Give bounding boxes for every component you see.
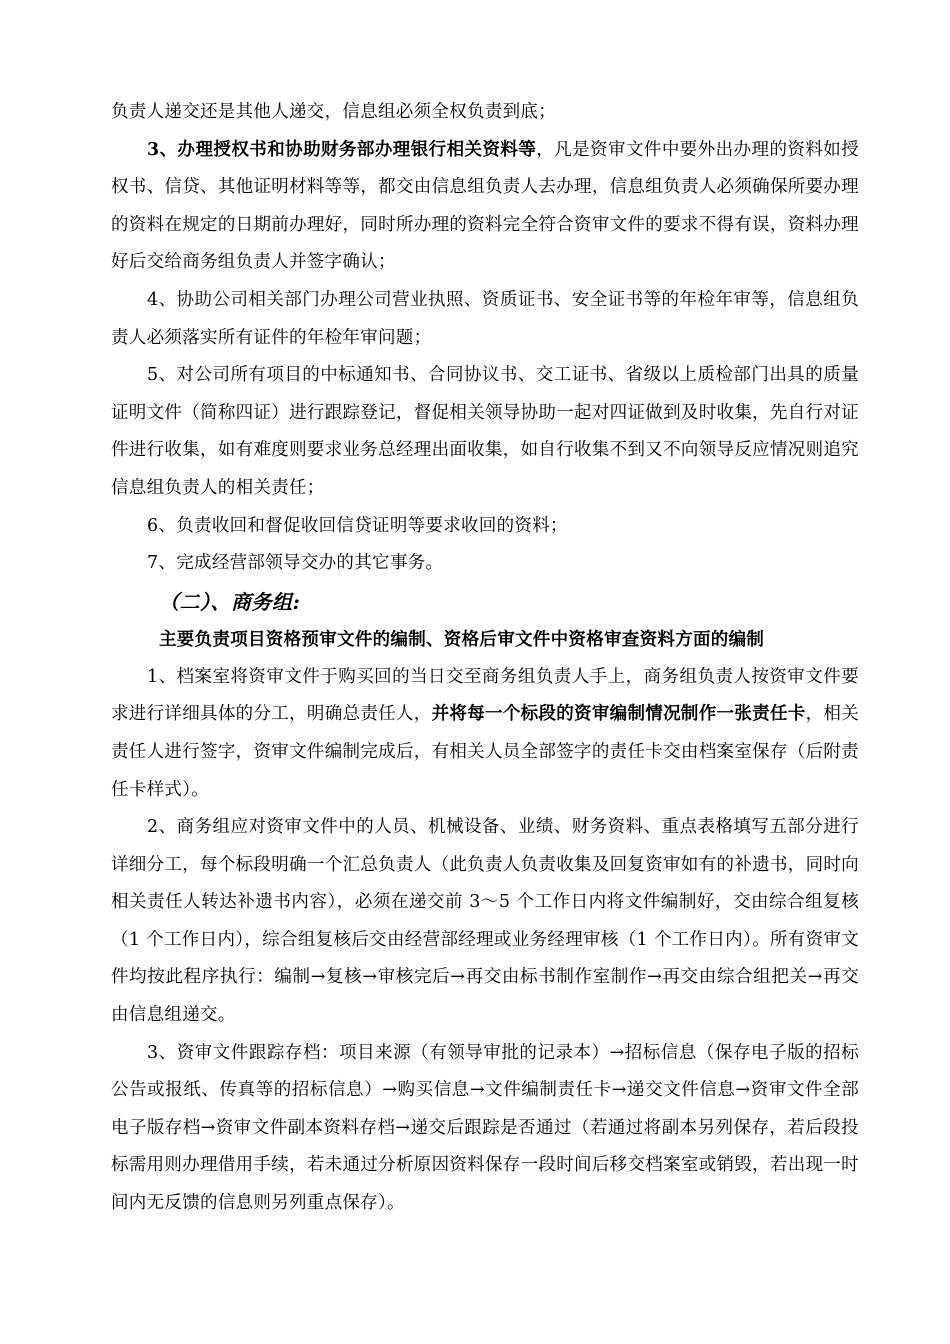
commerce-item-1-bold: 并将每一个标段的资审编制情况制作一张责任卡: [431, 704, 806, 725]
paragraph-item-3: [111, 132, 859, 282]
paragraph-continuation: 负责人递交还是其他人递交，信息组必须全权负责到底；: [111, 102, 556, 122]
commerce-item-1: [111, 659, 859, 809]
paragraph-item-4: 4、协助公司相关部门办理公司营业执照、资质证书、安全证书等的年检年审等，信息组负责人必须落实所有证件的年检年审问题；: [111, 289, 859, 348]
paragraph-item-3-bold: 3、办理授权书和协助财务部办理银行相关资料等: [147, 139, 537, 160]
paragraph-item-7: 7、完成经营部领导交办的其它事务。: [147, 553, 444, 574]
paragraph-item-5: 5、对公司所有项目的中标通知书、合同协议书、交工证书、省级以上质检部门出具的质量证明文件（简称四证）进行跟踪登记，督促相关领导协助一起对四证做到及时收集，先自行对证件进行收集，如有难度则要求业务总经理出面收集，如自行收集不到又不向领导反应情况则追究信息组负责人的相关责任；: [111, 365, 859, 498]
section-heading: （二）、商务组:: [159, 589, 301, 614]
commerce-item-1-text-a: 1、档案室将资审文件于购买回的当日交至商务组负责人手上，商务组负责人按资审文件要求进行详细具体的分工，明确总责任人，: [111, 666, 859, 725]
commerce-item-3: 3、资审文件跟踪存档：项目来源（有领导审批的记录本）→招标信息（保存电子版的招标公告或报纸、传真等的招标信息）→购买信息→文件编制责任卡→递交文件信息→资审文件全部电子版存档→资审文件副本资料存档→递交后跟踪是否通过（若通过将副本另列保存，若后段投标需用则办理借用手续，若未通过分析原因资料保存一段时间后移交档案室或销毁，若出现一时间内无反馈的信息则另列重点保存）。: [111, 1042, 859, 1214]
document-page: [111, 94, 859, 1223]
commerce-item-2: 2、商务组应对资审文件中的人员、机械设备、业绩、财务资料、重点表格填写五部分进行详细分工，每个标段明确一个汇总负责人（此负责人负责收集及回复资审如有的补遗书，同时向相关责任人转达补遗书内容），必须在递交前 3～5 个工作日内将文件编制好，交由综合组复核（1 个工作日内），综合组复核后交由经营部经理或业务经理审核（1 个工作日内）。所有资审文件均按此程序执行：编制→复核→审核完后→再交由标书制作室制作→再交由综合组把关→再交由信息组递交。: [111, 817, 859, 1026]
paragraph-item-6: 6、负责收回和督促收回信贷证明等要求收回的资料；: [147, 515, 568, 536]
section-subheading: 主要负责项目资格预审文件的编制、资格后审文件中资格审查资料方面的编制: [159, 629, 765, 650]
commerce-item-1-text-b: ，相关责任人进行签字，资审文件编制完成后，有相关人员全部签字的责任卡交由档案室保存（后附责任卡样式）。: [111, 704, 859, 800]
paragraph-item-3-text: ，凡是资审文件中要外出办理的资料如授权书、信贷、其他证明材料等等，都交由信息组负责人去办理，信息组负责人必须确保所要办理的资料在规定的日期前办理好，同时所办理的资料完全符合资审文件的要求不得有误，资料办理好后交给商务组负责人并签字确认；: [111, 139, 859, 273]
